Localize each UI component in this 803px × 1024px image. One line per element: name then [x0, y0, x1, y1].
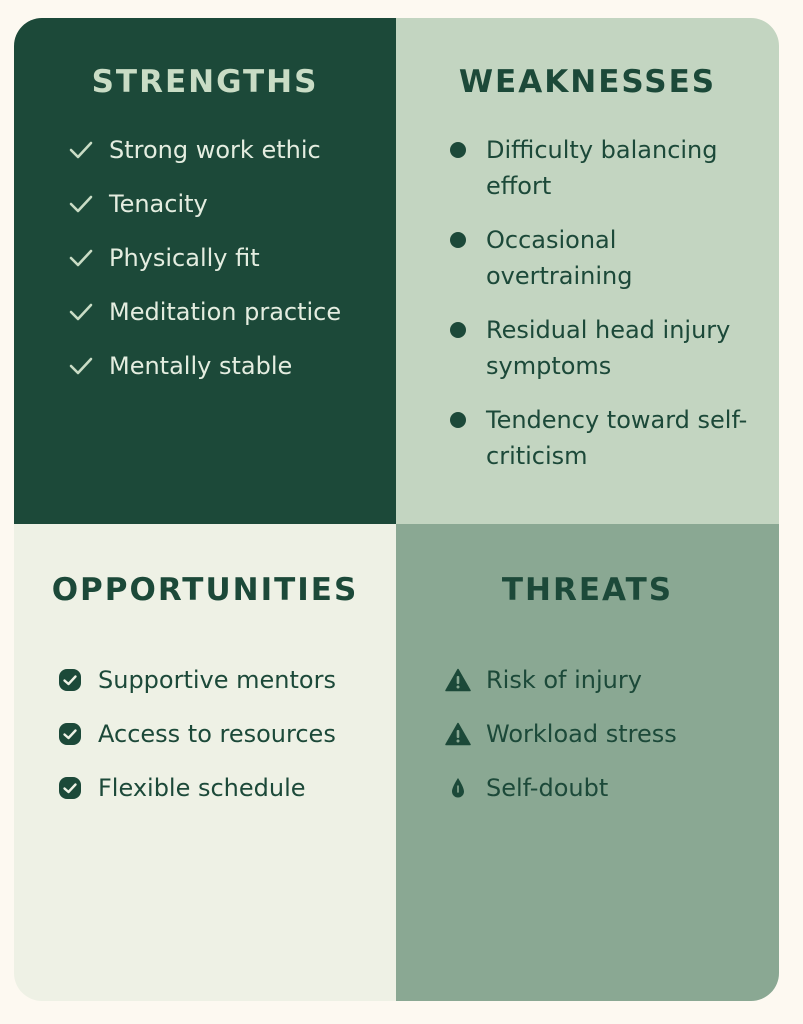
warning-icon	[444, 662, 472, 698]
bullet-icon	[444, 312, 472, 348]
strength-item	[67, 348, 387, 384]
strength-item	[67, 186, 387, 222]
opportunity-item-label: Supportive mentors	[98, 666, 336, 694]
strength-item-label: Strong work ethic	[109, 136, 321, 164]
strengths-list	[67, 132, 387, 402]
strength-item-label: Tenacity	[109, 190, 208, 218]
strength-item	[67, 240, 387, 276]
check-icon	[67, 294, 95, 330]
strength-item	[67, 132, 387, 168]
strength-item	[67, 294, 387, 330]
weakness-item-label: Residual head injury symptoms	[486, 316, 731, 380]
threat-item	[444, 662, 764, 698]
bullet-icon	[444, 132, 472, 168]
check-icon	[67, 240, 95, 276]
strengths-quadrant	[14, 18, 396, 524]
weakness-item	[444, 402, 764, 474]
check-badge-icon	[56, 662, 84, 698]
threat-item-label: Risk of injury	[486, 666, 642, 694]
weakness-item	[444, 222, 764, 294]
strength-item-label: Mentally stable	[109, 352, 293, 380]
weakness-item	[444, 312, 764, 384]
opportunity-item-label: Access to resources	[98, 720, 336, 748]
check-badge-icon	[56, 770, 84, 806]
opportunities-title: OPPORTUNITIES	[51, 572, 359, 608]
check-icon	[67, 132, 95, 168]
warning-icon	[444, 716, 472, 752]
check-icon	[67, 186, 95, 222]
threat-item-label: Self-doubt	[486, 774, 609, 802]
strength-item-label: Physically fit	[109, 244, 260, 272]
opportunity-item	[56, 716, 386, 752]
weaknesses-list	[444, 132, 764, 492]
threat-item	[444, 770, 764, 806]
weakness-item-label: Occasional overtraining	[486, 226, 633, 290]
drop-icon	[444, 770, 472, 806]
bullet-icon	[444, 222, 472, 258]
bullet-icon	[444, 402, 472, 438]
weaknesses-title: WEAKNESSES	[458, 64, 717, 100]
threat-item-label: Workload stress	[486, 720, 677, 748]
check-icon	[67, 348, 95, 384]
opportunities-list	[56, 662, 386, 824]
opportunities-quadrant	[14, 524, 396, 1001]
weakness-item	[444, 132, 764, 204]
opportunity-item-label: Flexible schedule	[98, 774, 306, 802]
weakness-item-label: Difficulty balancing effort	[486, 136, 718, 200]
opportunity-item	[56, 770, 386, 806]
weaknesses-quadrant	[396, 18, 779, 524]
threats-quadrant	[396, 524, 779, 1001]
weakness-item-label: Tendency toward self-criticism	[486, 406, 748, 470]
strength-item-label: Meditation practice	[109, 298, 342, 326]
threat-item	[444, 716, 764, 752]
swot-grid	[14, 18, 779, 1001]
check-badge-icon	[56, 716, 84, 752]
opportunity-item	[56, 662, 386, 698]
threats-title: THREATS	[501, 572, 674, 608]
strengths-title: STRENGTHS	[91, 64, 319, 100]
threats-list	[444, 662, 764, 824]
